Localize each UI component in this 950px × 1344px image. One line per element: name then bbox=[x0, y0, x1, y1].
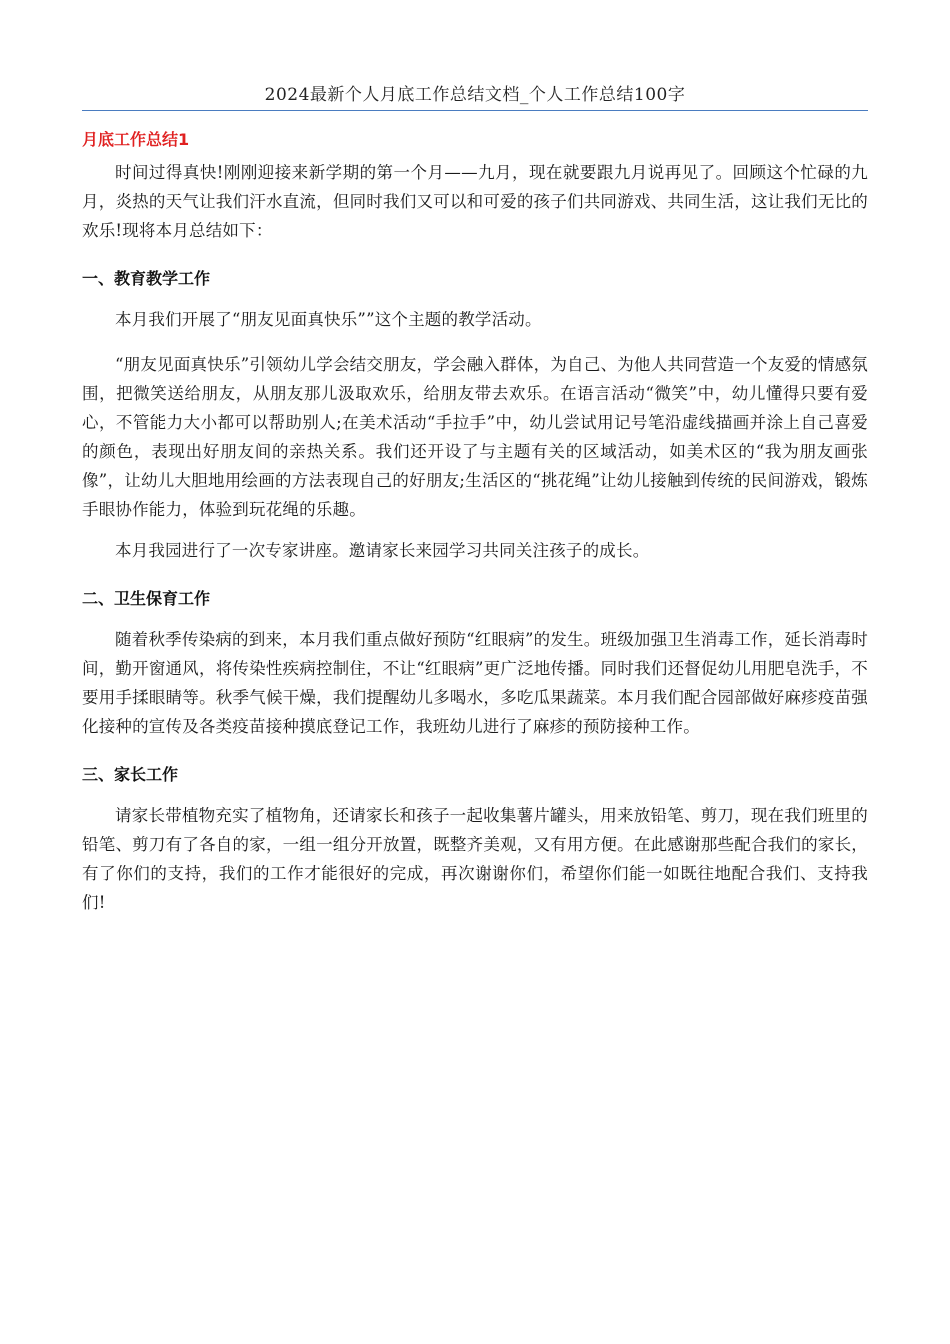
header-divider bbox=[82, 110, 868, 111]
page-header-title: 2024最新个人月底工作总结文档_个人工作总结100字 bbox=[264, 85, 686, 105]
intro-paragraph: 时间过得真快!刚刚迎接来新学期的第一个月——九月，现在就要跟九月说再见了。回顾这个忙碌的九月，炎热的天气让我们汗水直流，但同时我们又可以和可爱的孩子们共同游戏、共同生活，这让我们无比的欢乐!现将本月总结如下： bbox=[82, 163, 868, 240]
section-heading-health: 二、卫生保育工作 bbox=[82, 589, 211, 608]
section-heading-teaching: 一、教育教学工作 bbox=[82, 269, 211, 288]
document-title: 月底工作总结1 bbox=[82, 130, 190, 149]
section-heading-parents: 三、家长工作 bbox=[82, 765, 179, 784]
paragraph: 本月我们开展了“朋友见面真快乐””这个主题的教学活动。 bbox=[115, 310, 542, 329]
paragraph: “朋友见面真快乐”引领幼儿学会结交朋友，学会融入群体，为自己、为他人共同营造一个友爱的情感氛围，把微笑送给朋友，从朋友那儿汲取欢乐，给朋友带去欢乐。在语言活动“微笑”中，幼儿懂得只要有爱心，不管能力大小都可以帮助别人;在美术活动“手拉手”中，幼儿尝试用记号笔沿虚线描画并涂上自己喜爱的颜色，表现出好朋友间的亲热关系。我们还开设了与主题有关的区域活动，如美术区的“我为朋友画张像”，让幼儿大胆地用绘画的方法表现自己的好朋友;生活区的“挑花绳”让幼儿接触到传统的民间游戏，锻炼手眼协作能力，体验到玩花绳的乐趣。 bbox=[82, 355, 868, 519]
paragraph: 本月我园进行了一次专家讲座。邀请家长来园学习共同关注孩子的成长。 bbox=[115, 541, 650, 560]
paragraph: 随着秋季传染病的到来，本月我们重点做好预防“红眼病”的发生。班级加强卫生消毒工作，延长消毒时间，勤开窗通风，将传染性疾病控制住，不让“红眼病”更广泛地传播。同时我们还督促幼儿用肥皂洗手，不要用手揉眼睛等。秋季气候干燥，我们提醒幼儿多喝水，多吃瓜果蔬菜。本月我们配合园部做好麻疹疫苗强化接种的宣传及各类疫苗接种摸底登记工作，我班幼儿进行了麻疹的预防接种工作。 bbox=[82, 630, 868, 736]
paragraph: 请家长带植物充实了植物角，还请家长和孩子一起收集薯片罐头，用来放铅笔、剪刀，现在我们班里的铅笔、剪刀有了各自的家，一组一组分开放置，既整齐美观，又有用方便。在此感谢那些配合我们的家长，有了你们的支持，我们的工作才能很好的完成，再次谢谢你们，希望你们能一如既往地配合我们、支持我们! bbox=[82, 806, 868, 912]
document-body bbox=[82, 124, 868, 929]
